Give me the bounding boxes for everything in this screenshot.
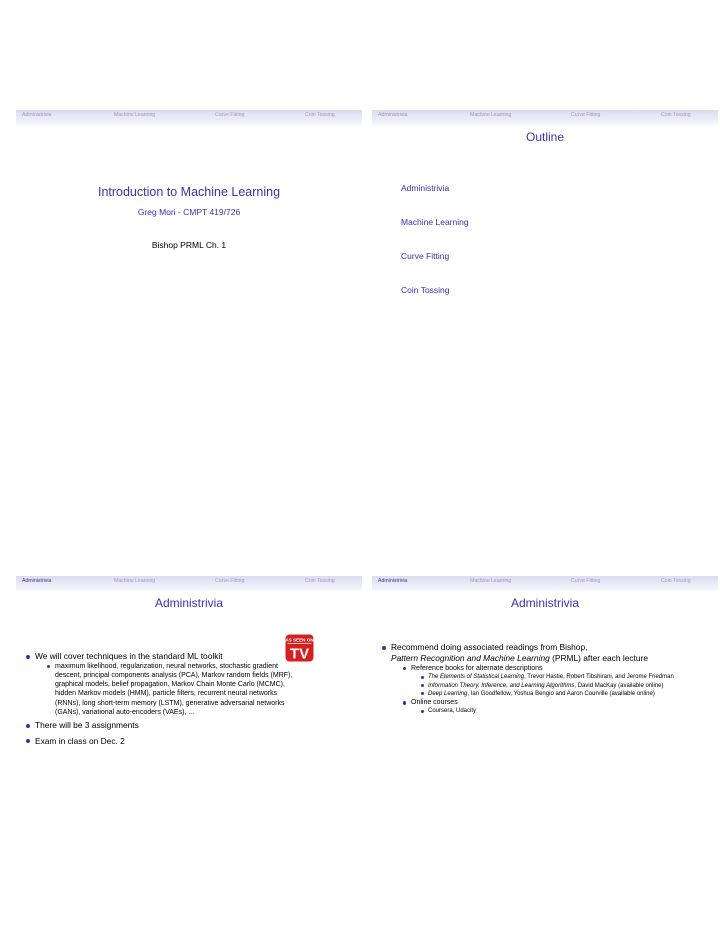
outline-item-machine-learning[interactable]: Machine Learning xyxy=(401,217,469,227)
list-item: We will cover techniques in the standard ML toolkit maximum likelihood, regularization, neural networks, stochastic gradient descent, principal components analysis (PCA), Markov random fields (MRF), graphical models, belief propagation, Markov Chain Monte Carlo (MCMC), hidden Markov models (HMM), particle filters, recurrent neural networks (RNNs), long short-term memory (LSTM), generative adversarial networks (GANs), variational auto-encoders (VAEs), ... xyxy=(24,651,344,717)
list-item: Recommend doing associated readings from Bishop, Pattern Recognition and Machine Learning (PRML) after each lecture Reference books for alternate descriptions The Elements of Statistical Learning, Trevor Hastie, Robert Tibshirani, and Jerome Friedman Information Theory, Inference, and Learning Algorithms, David MacKay (available online) Deep Learning, Ian Goodfellow, Yoshua Bengio and Aaron Courville (available online) Online courses Coursera, Udacity xyxy=(380,642,691,716)
nav-item-machine-learning[interactable]: Machine Learning xyxy=(114,112,156,118)
nav-item-administrivia[interactable]: Administrivia xyxy=(378,578,408,584)
list-item: Reference books for alternate descriptions The Elements of Statistical Learning, Trevor Hastie, Robert Tibshirani, and Jerome Friedman Information Theory, Inference, and Learning Algorithms, David MacKay (available online) Deep Learning, Ian Goodfellow, Yoshua Bengio and Aaron Courville (available online) xyxy=(402,664,691,698)
slide-title: Outline xyxy=(525,130,565,144)
nav-item-coin-tossing[interactable]: Coin Tossing xyxy=(661,578,691,584)
list-item: Deep Learning, Ian Goodfellow, Yoshua Bengio and Aaron Courville (available online) xyxy=(420,690,678,698)
nav-item-coin-tossing[interactable]: Coin Tossing xyxy=(661,112,691,118)
nav-item-administrivia[interactable]: Administrivia xyxy=(22,112,52,118)
presentation-title: Introduction to Machine Learning xyxy=(97,185,281,199)
nav-item-curve-fitting[interactable]: Curve Fitting xyxy=(571,112,601,118)
presentation-subtitle: Bishop PRML Ch. 1 xyxy=(151,240,227,250)
nav-item-machine-learning[interactable]: Machine Learning xyxy=(114,578,156,584)
nav-item-coin-tossing[interactable]: Coin Tossing xyxy=(305,578,335,584)
nav-item-curve-fitting[interactable]: Curve Fitting xyxy=(215,578,245,584)
outline-item-administrivia[interactable]: Administrivia xyxy=(401,183,450,193)
nav-item-administrivia[interactable]: Administrivia xyxy=(378,112,408,118)
nav-bar xyxy=(16,576,362,592)
nav-item-machine-learning[interactable]: Machine Learning xyxy=(470,578,512,584)
nav-item-coin-tossing[interactable]: Coin Tossing xyxy=(305,112,335,118)
nav-bar xyxy=(372,576,718,592)
outline-item-coin-tossing[interactable]: Coin Tossing xyxy=(401,285,450,295)
nav-bar xyxy=(16,110,362,126)
nav-item-machine-learning[interactable]: Machine Learning xyxy=(470,112,512,118)
list-item: Exam in class on Dec. 2 xyxy=(24,736,344,747)
slide-title xyxy=(16,110,362,369)
nav-bar xyxy=(372,110,718,126)
slide-administrivia-1 xyxy=(16,576,362,835)
list-item: Information Theory, Inference, and Learning Algorithms, David MacKay (available online) xyxy=(420,682,678,690)
list-item: There will be 3 assignments xyxy=(24,720,344,731)
list-item: Online courses Coursera, Udacity xyxy=(402,698,691,716)
nav-item-curve-fitting[interactable]: Curve Fitting xyxy=(215,112,245,118)
nav-item-curve-fitting[interactable]: Curve Fitting xyxy=(571,578,601,584)
list-item: Coursera, Udacity xyxy=(420,707,691,715)
list-item: maximum likelihood, regularization, neural networks, stochastic gradient descent, principal components analysis (PCA), Markov random fields (MRF), graphical models, belief propagation, Markov Chain Monte Carlo (MCMC), hidden Markov models (HMM), particle filters, recurrent neural networks (RNNs), long short-term memory (LSTM), generative adversarial networks (GANs), variational auto-encoders (VAEs), ... xyxy=(46,662,295,718)
nav-item-administrivia[interactable]: Administrivia xyxy=(22,578,52,584)
slide-title: Administrivia xyxy=(510,596,579,610)
list-item: The Elements of Statistical Learning, Trevor Hastie, Robert Tibshirani, and Jerome Friedman xyxy=(420,673,678,681)
svg-text:AS SEEN ON: AS SEEN ON xyxy=(285,637,314,643)
slide-outline xyxy=(372,110,718,369)
slide-title: Administrivia xyxy=(154,596,223,610)
bullet-list xyxy=(380,642,714,716)
presentation-author: Greg Mori - CMPT 419/726 xyxy=(137,207,241,217)
slide-administrivia-2 xyxy=(372,576,718,835)
svg-text:TV: TV xyxy=(289,645,310,662)
bullet-list xyxy=(24,651,344,746)
outline-item-curve-fitting[interactable]: Curve Fitting xyxy=(401,251,450,261)
